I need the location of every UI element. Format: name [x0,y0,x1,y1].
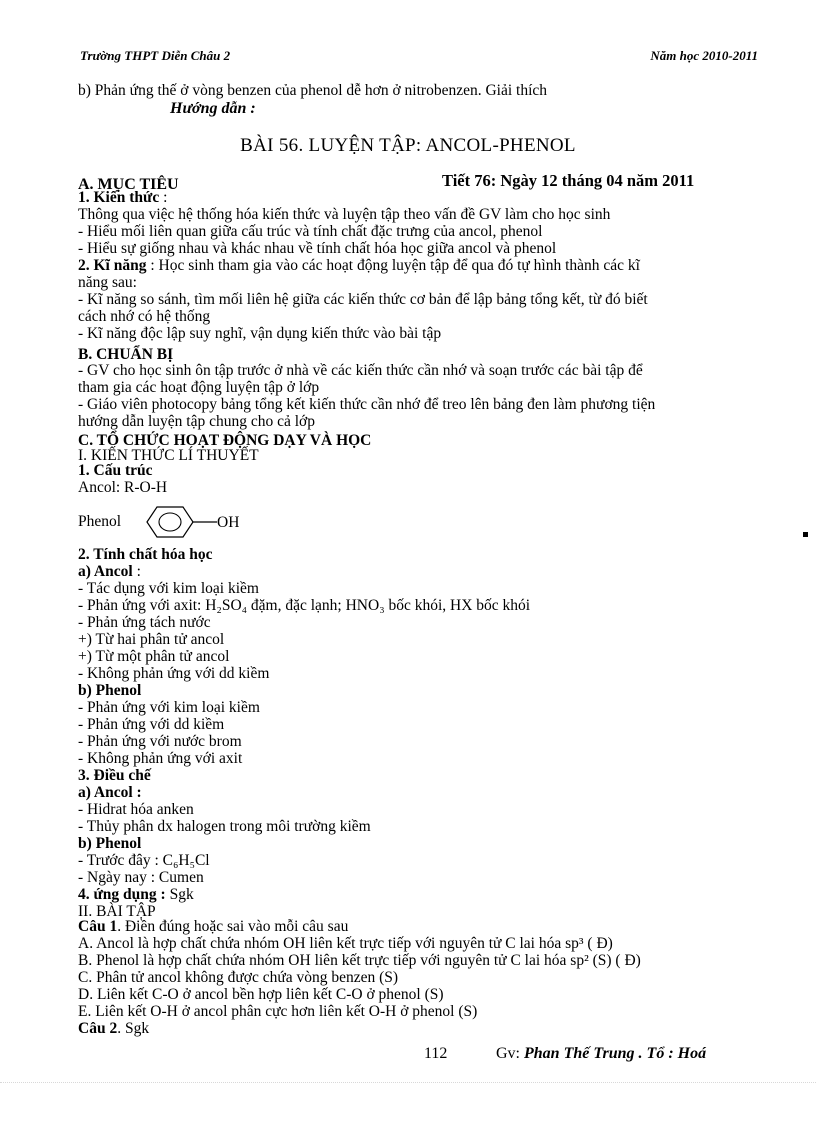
phenol-prop-3: - Phản ứng với nước brom [78,733,242,750]
page-bottom-divider [0,1082,816,1083]
prep-line-4: hướng dẫn luyện tập chung cho cả lớp [78,413,315,430]
teacher-credit [496,1045,706,1063]
year-header: Năm học 2010-2011 [650,48,758,63]
skills-intro: : Học sinh tham gia vào các hoạt động luyện tập để qua đó tự hình thành các kĩ [146,257,640,274]
section-c-heading: C. TỔ CHỨC HOẠT ĐỘNG DẠY VÀ HỌC [78,432,372,449]
skills-line-2: - Kĩ năng so sánh, tìm mối liên hệ giữa các kiến thức cơ bản để lập bảng tổng kết, từ đó biết [78,291,648,308]
page-edge-marker [803,532,808,537]
ancol-prop-2: - Phản ứng với axit: H₂SO₄ đặm, đặc lạnh; HNO₃ bốc khói, HX bốc khói [78,597,531,614]
school-header: Trường THPT Diễn Châu 2 [80,48,231,63]
prev-question-b: b) Phản ứng thế ở vòng benzen của phenol dễ hơn ở nitrobenzen. Giải thích [78,82,548,99]
knowledge-line-2: - Hiểu mối liên quan giữa cấu trúc và tính chất đặc trưng của ancol, phenol [78,223,543,240]
ancol-props-colon: : [132,563,141,580]
ancol-prep-heading: a) Ancol : [78,784,142,801]
applications-title: 4. ứng dụng : [78,886,166,903]
phenol-prop-1: - Phản ứng với kim loại kiềm [78,699,260,716]
skills-line-1: năng sau: [78,274,137,291]
ancol-formula: Ancol: R-O-H [78,479,168,496]
ancol-prop-6: - Không phản ứng với dd kiềm [78,665,270,682]
question-1-prompt: . Điền đúng hoặc sai vào mỗi câu sau [117,918,349,935]
part-1-heading: I. KIẾN THỨC LÍ THUYẾT [78,447,259,464]
lesson-title: BÀI 56. LUYỆN TẬP: ANCOL-PHENOL [240,135,576,156]
teacher-name: Phan Thế Trung . Tổ : Hoá [524,1045,707,1062]
skills-line-4: - Kĩ năng độc lập suy nghĩ, vận dụng kiến thức vào bài tập [78,325,442,342]
prep-line-2: tham gia các hoạt động luyện tập ở lớp [78,379,320,396]
question-2-rest: . Sgk [117,1020,150,1037]
section-b-heading: B. CHUẨN BỊ [78,346,174,363]
ancol-prop-4: +) Từ hai phân tử ancol [78,631,225,648]
knowledge-line-3: - Hiểu sự giống nhau và khác nhau về tính chất hóa học giữa ancol và phenol [78,240,557,257]
lesson-date: Tiết 76: Ngày 12 tháng 04 năm 2011 [442,171,695,190]
skills-title: 2. Kĩ năng [78,257,147,274]
phenol-prop-2: - Phản ứng với dd kiềm [78,716,225,733]
phenol-prop-4: - Không phản ứng với axit [78,750,243,767]
question-1-item-b: B. Phenol là hợp chất chứa nhóm OH liên kết trực tiếp với nguyên tử C lai hóa sp² (S) ( Đ) [78,952,641,969]
applications-rest: Sgk [165,886,194,903]
ancol-prop-1: - Tác dụng với kim loại kiềm [78,580,259,597]
question-1-item-c: C. Phân tử ancol không được chứa vòng benzen (S) [78,969,399,986]
knowledge-colon: : [159,189,168,206]
chemical-properties-heading: 2. Tính chất hóa học [78,546,213,563]
question-1-item-a: A. Ancol là hợp chất chứa nhóm OH liên kết trực tiếp với nguyên tử C lai hóa sp³ ( Đ) [78,935,613,952]
phenol-props-heading: b) Phenol [78,682,142,699]
prep-line-3: - Giáo viên photocopy bảng tổng kết kiến thức cần nhớ để treo lên bảng đen làm phương tiện [78,396,656,413]
knowledge-line-1: Thông qua việc hệ thống hóa kiến thức và luyện tập theo vấn đề GV làm cho học sinh [78,206,611,223]
question-1-item-e: E. Liên kết O-H ở ancol phân cực hơn liên kết O-H ở phenol (S) [78,1003,478,1020]
guide-label: Hướng dẫn : [170,100,256,117]
section-a-heading: A. MỤC TIÊU [78,176,179,193]
skills-heading [78,257,640,274]
question-2-heading [78,1020,149,1037]
preparation-heading: 3. Điều chế [78,767,151,784]
structure-heading: 1. Cấu trúc [78,462,153,479]
ancol-props-title: a) Ancol [78,563,133,580]
phenol-oh: OH [217,514,240,531]
prep-line-1: - GV cho học sinh ôn tập trước ở nhà về các kiến thức cần nhớ và soạn trước các bài tập để [78,362,643,379]
ancol-prep-1: - Hidrat hóa anken [78,801,194,818]
knowledge-title: 1. Kiến thức [78,189,160,206]
question-1-item-d: D. Liên kết C-O ở ancol bền hợp liên kết C-O ở phenol (S) [78,986,444,1003]
phenol-prep-2: - Ngày nay : Cumen [78,869,204,886]
ancol-prop-3: - Phản ứng tách nước [78,614,211,631]
phenol-label: Phenol [78,513,122,530]
ancol-prep-2: - Thủy phân dx halogen trong môi trường kiềm [78,818,371,835]
teacher-label: Gv: [496,1045,520,1062]
question-1-heading [78,918,348,935]
phenol-prep-heading: b) Phenol [78,835,142,852]
part-2-heading: II. BÀI TẬP [78,903,156,920]
knowledge-heading [78,189,167,206]
ancol-prop-5: +) Từ một phân tử ancol [78,648,230,665]
question-1-title: Câu 1 [78,918,118,935]
page-number: 112 [424,1045,448,1062]
ancol-props-heading [78,563,141,580]
benzene-ring-icon [141,504,251,540]
question-2-title: Câu 2 [78,1020,118,1037]
applications-heading [78,886,194,903]
phenol-prep-1: - Trước đây : C₆H₅Cl [78,852,210,869]
skills-line-3: cách nhớ có hệ thống [78,308,211,325]
